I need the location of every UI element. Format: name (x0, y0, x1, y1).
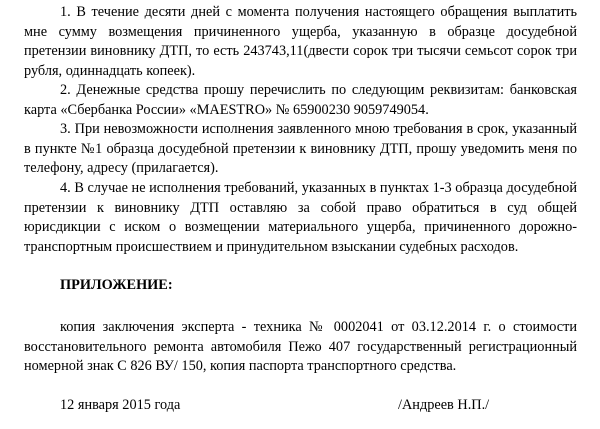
signature: /Андреев Н.П./ (398, 397, 490, 413)
paragraph-1: 1. В течение десяти дней с момента получения настоящего обращения выплатить мне сумму возмещения причиненного ущерба, указанную в образце досудебной претензии виновнику ДТП, то есть 243743,11(двести сорок три тысячи семьсот сорок три рубля, одиннадцать копеек). (24, 4, 577, 79)
paragraph-4: 4. В случае не исполнения требований, указанных в пунктах 1-3 образца досудебной претензии к виновнику ДТП оставляю за собой право обратиться в суд общей юрисдикции с иском о возмещении материального ущерба, причиненного дорожно-транспортным происшествием и принудительном взыскании судебных расходов. (24, 180, 577, 255)
attachment-text: копия заключения эксперта - техника № 0002041 от 03.12.2014 г. о стоимости восстановительного ремонта автомобиля Пежо 407 государственный регистрационный номерной знак С 826 ВУ/ 150, копия паспорта транспортного средства. (24, 319, 577, 374)
paragraph-2: 2. Денежные средства прошу перечислить по следующим реквизитам: банковская карта «Сбербанка России» «MAESTRO» № 65900230 9059749054. (24, 82, 577, 118)
attachment-heading: ПРИЛОЖЕНИЕ: (60, 277, 173, 293)
document-date: 12 января 2015 года (60, 397, 181, 413)
paragraph-3: 3. При невозможности исполнения заявленного мною требования в срок, указанный в пункте №1 образца досудебной претензии к виновнику ДТП, прошу уведомить меня по телефону, адресу (прилагается). (24, 121, 577, 176)
